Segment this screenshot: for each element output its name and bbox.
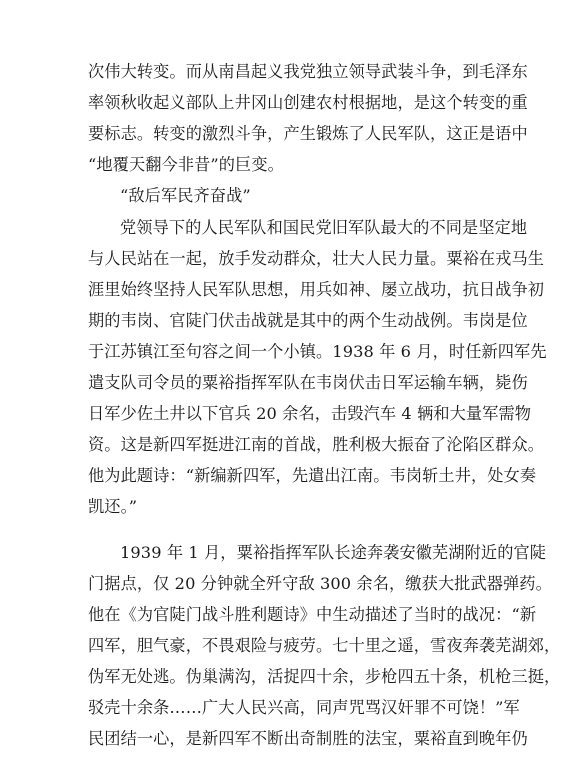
- text-line: 率领秋收起义部队上井冈山创建农村根据地，是这个转变的重: [88, 93, 528, 112]
- text-line: 与人民站在一起，放手发动群众，壮大人民力量。粟裕在戎马生: [88, 249, 545, 268]
- paragraph-first-line: 党领导下的人民军队和国民党旧军队最大的不同是坚定地: [120, 218, 528, 237]
- text-line: 日军少佐土井以下官兵 20 余名，击毁汽车 4 辆和大量军需物: [88, 404, 532, 423]
- text-line: 于江苏镇江至句容之间一个小镇。1938 年 6 月，时任新四军先: [88, 342, 547, 361]
- text-line: 他为此题诗：“新编新四军，先遣出江南。韦岗斩土井，处女奏: [88, 466, 537, 485]
- text-line: 要标志。转变的激烈斗争，产生锻炼了人民军队，这正是语中: [88, 124, 528, 143]
- text-line: 他在《为官陡门战斗胜利题诗》中生动描述了当时的战况：“新: [88, 605, 537, 624]
- text-line: 资。这是新四军挺进江南的首战，胜利极大振奋了沦陷区群众。: [88, 435, 545, 454]
- text-line: 期的韦岗、官陡门伏击战就是其中的两个生动战例。韦岗是位: [88, 311, 528, 330]
- text-line: 遣支队司令员的粟裕指挥军队在韦岗伏击日军运输车辆，毙伤: [88, 373, 528, 392]
- text-line: “地覆天翻今非昔”的巨变。: [88, 155, 284, 174]
- text-line: 伪军无处逃。伪巢满沟，活捉四十余，步枪四五十条，机枪三挺，: [88, 667, 561, 686]
- text-line: 门据点，仅 20 分钟就全歼守敌 300 余名，缴获大批武器弹药。: [88, 574, 552, 593]
- text-line: 驳壳十余条……广大人民兴高，同声咒骂汉奸罪不可饶！”军: [88, 698, 520, 717]
- text-line: 凯还。”: [88, 497, 138, 516]
- text-line: 四军，胆气豪，不畏艰险与疲劳。七十里之遥，雪夜奔袭芜湖郊，: [88, 636, 561, 655]
- text-line: 民团结一心，是新四军不断出奇制胜的法宝，粟裕直到晚年仍: [88, 729, 528, 748]
- paragraph-first-line: 1939 年 1 月，粟裕指挥军队长途奔袭安徽芜湖附近的官陡: [120, 543, 547, 562]
- text-line: 次伟大转变。而从南昌起义我党独立领导武装斗争，到毛泽东: [88, 62, 528, 81]
- text-line: 涯里始终坚持人民军队思想，用兵如神、屡立战功，抗日战争初: [88, 280, 545, 299]
- section-heading: “敌后军民齐奋战”: [120, 186, 251, 205]
